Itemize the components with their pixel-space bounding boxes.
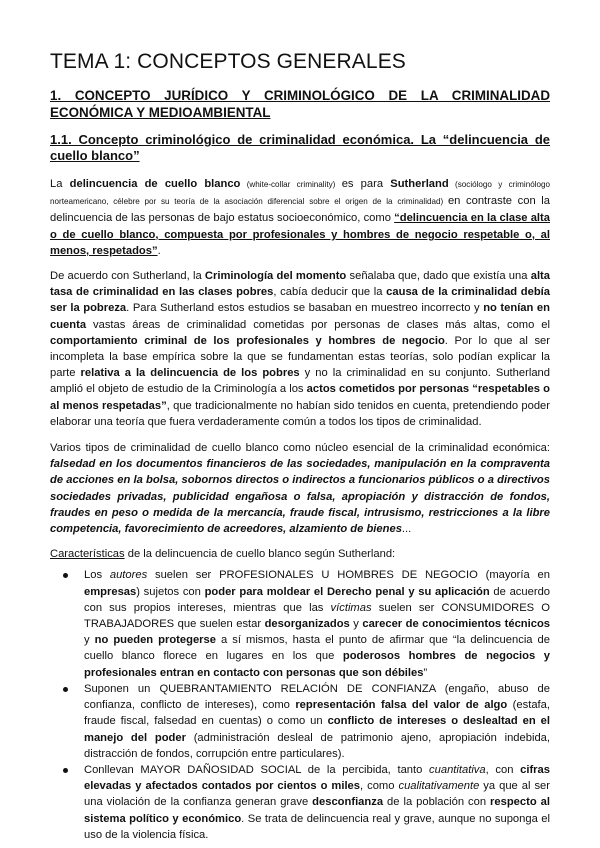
paragraph-characteristics-intro: Características de la delincuencia de cuello blanco según Sutherland:	[50, 548, 396, 561]
bullet-icon	[63, 687, 68, 692]
bullet-icon	[63, 768, 68, 773]
list-item: Los autores suelen ser PROFESIONALES U HOMBRES DE NEGOCIO (mayoría en empresas) sujetos con poder para moldear el Derecho penal y su aplicación de acuerdo con sus propios intereses, mientras que las víctimas suelen ser CONSUMIDORES O TRABAJADORES que suelen estar desorganizados y carecer de conocimientos técnicos y no pueden protegerse a sí mismos, hasta el punto de afirmar que “la delincuencia de cuello blanco florece en lugares en los que poderosos hombres de negocios y profesionales entran en contacto con personas que son débiles”	[84, 567, 550, 680]
list-item: Suponen un QUEBRANTAMIENTO RELACIÓN DE CONFIANZA (engaño, abuso de confianza, conflicto de intereses), como representación falsa del valor de algo (estafa, fraude fiscal, falsedad en cuentas) o como un conflicto de intereses o deslealtad en el manejo del poder (administración desleal de patrimonio ajeno, apropiación indebida, distracción de fondos, corrupción entre particulares).	[84, 681, 550, 762]
paragraph-sutherland: De acuerdo con Sutherland, la Criminología del momento señalaba que, dado que existía una alta tasa de criminalidad en las clases pobres, cabía deducir que la causa de la criminalidad debía ser la pobreza. Para Sutherland estos estudios se basaban en muestreo incorrecto y no tenían en cuenta vastas áreas de criminalidad cometidas por personas de clases más altas, como el comportamiento criminal de los profesionales y hombres de negocio. Por lo que al ser incompleta la base empírica sobre la que se fundamentan estas teorías, solo podían explicar la parte relativa a la delincuencia de los pobres y no la criminalidad en su conjunto. Sutherland amplió el objeto de estudio de la Criminología a los actos cometidos por personas “respetables o al menos respetadas”, que tradicionalmente no habían sido tenidos en cuenta, pretendiendo poder elaborar una teoría que fuera verdaderamente común a todos los tipos de criminalidad.	[50, 270, 550, 428]
page-title: TEMA 1: CONCEPTOS GENERALES	[50, 50, 406, 73]
bullet-icon	[63, 573, 68, 578]
paragraph-definition: La delincuencia de cuello blanco (white-collar criminality) es para Sutherland (sociólogo y criminólogo norteamericano, célebre por su teoría de la asociación diferencial sobre el origen de la criminalidad) en contraste con la delincuencia de las personas de bajo estatus socioeconómico, como “delincuencia en la clase alta o de cuello blanco, compuesta por profesionales y hombres de negocio respetable o, al menos, respetados”.	[50, 178, 550, 257]
paragraph-types: Varios tipos de criminalidad de cuello blanco como núcleo esencial de la criminalidad económica: falsedad en los documentos financieros de las sociedades, manipulación en la compraventa de acciones en la bolsa, sobornos directos o indirectos a funcionarios públicos o a directivos sociedades privadas, publicidad engañosa o falsa, apropiación y distracción de fondos, fraudes en peso o medida de la mercancía, fraude fiscal, intrusismo, restricciones a la libre competencia, favorecimiento de acreedores, alzamiento de bienes...	[50, 442, 550, 536]
subsection-heading: 1.1. Concepto criminológico de criminalidad económica. La “delincuencia de cuello blanco”	[50, 132, 550, 163]
list-item: Conllevan MAYOR DAÑOSIDAD SOCIAL de la percibida, tanto cuantitativa, con cifras elevadas y afectados contados por cientos o miles, como cualitativamente ya que al ser una violación de la confianza generan grave desconfianza de la población con respecto al sistema político y económico. Se trata de delincuencia real y grave, aunque no suponga el uso de la violencia física.	[84, 762, 550, 843]
section-heading: 1. CONCEPTO JURÍDICO Y CRIMINOLÓGICO DE LA CRIMINALIDAD ECONÓMICA Y MEDIOAMBIENTAL	[50, 88, 550, 120]
characteristics-list	[50, 567, 550, 842]
